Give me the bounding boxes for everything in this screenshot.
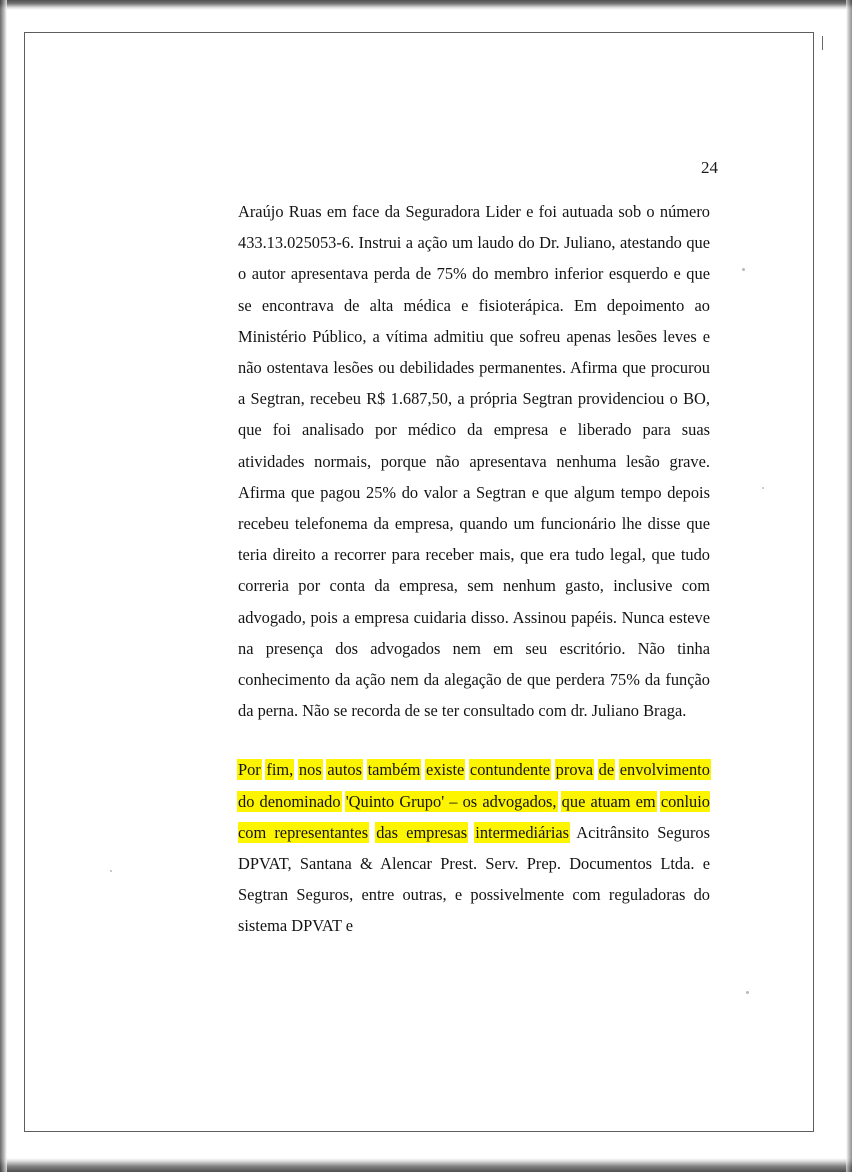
body-line: nem em seu escritório. Não tinha conhecimento da ação nem: [238, 638, 710, 690]
scan-speck: [762, 487, 764, 489]
plain-span: Acitrânsito Seguros: [576, 822, 711, 842]
body-line: e fisioterápica. Em depoimento ao Ministério Público, a: [238, 295, 710, 346]
page-number: 24: [701, 158, 718, 177]
highlight-span: existe: [426, 760, 465, 780]
highlight-span: que atuam em: [561, 791, 656, 811]
highlight-span: 'Quinto Grupo' – os advogados,: [345, 791, 557, 811]
highlight-span: prova: [555, 760, 593, 780]
body-line: teria direito a recorrer para receber mais, que era tudo legal,: [238, 545, 646, 565]
body-line: inclusive com advogado, pois a empresa cuidaria disso.: [238, 576, 710, 627]
paragraph-1: [238, 196, 710, 726]
body-line: que tudo correria por conta da empresa, sem nenhum gasto,: [238, 545, 710, 596]
highlight-span: também: [367, 760, 421, 780]
paragraph-2-highlighted: [238, 754, 710, 941]
frame-tick-mark: [822, 36, 823, 50]
highlight-span: autos: [327, 760, 362, 780]
body-line: e liberado para suas atividades normais, porque não: [238, 420, 711, 471]
body-line: Juliano, atestando que o autor apresentava perda de 75% do: [238, 233, 710, 284]
body-line: Araújo Ruas em face da Seguradora Lider e foi autuada sob o: [238, 202, 655, 221]
body-line: Assinou papéis. Nunca esteve na presença dos advogados: [238, 607, 710, 658]
body-line: membro inferior esquerdo e que se encontrava de alta médica: [238, 264, 710, 315]
body-line: vítima admitiu que sofreu apenas lesões leves e não: [238, 326, 710, 378]
highlight-span: contundente: [469, 760, 551, 780]
highlight-span: Por: [238, 760, 261, 780]
document-body-text: [238, 196, 710, 942]
highlight-span: envolvimento: [619, 760, 710, 780]
highlight-span: de: [598, 760, 615, 780]
body-line: apresentava nenhuma lesão grave. Afirma que pagou 25% do: [238, 451, 710, 502]
highlight-span: das empresas: [376, 822, 468, 842]
highlight-span: fim,: [266, 760, 294, 780]
highlight-span: conluio com representantes: [238, 791, 710, 842]
scan-edge-bottom: [0, 1158, 852, 1172]
body-line: DPVAT, Santana & Alencar Prest. Serv. Prep. Documentos Ltda. e Segtran: [238, 854, 710, 905]
highlight-span: do denominado: [238, 791, 341, 811]
document-border-gap: [825, 470, 828, 930]
scan-speck: [742, 268, 745, 271]
scan-speck: [746, 991, 749, 994]
highlight-span: intermediárias: [475, 822, 570, 842]
scan-edge-right: [846, 0, 852, 1172]
body-line: ostentava lesões ou debilidades permanentes. Afirma que: [266, 358, 646, 378]
body-line: procurou a Segtran, recebeu R$ 1.687,50, a própria Segtran: [238, 358, 710, 409]
scan-edge-top: [0, 0, 852, 10]
body-line: telefonema da empresa, quando um funcionário lhe disse que: [294, 514, 710, 534]
body-line: providenciou o BO, que foi analisado por médico da empresa: [238, 389, 710, 440]
body-line: da alegação de que perdera 75% da função da perna. Não se: [238, 670, 710, 721]
highlight-span: nos: [298, 760, 322, 780]
body-line-last: recorda de se ter consultado com dr. Juliano Braga.: [351, 701, 687, 721]
body-line: número 433.13.025053-6. Instrui a ação um laudo do Dr.: [238, 202, 710, 253]
body-line: valor a Segtran e que algum tempo depois recebeu: [238, 482, 710, 534]
body-line-last: Seguros, entre outras, e possivelmente com reguladoras do sistema DPVAT e: [238, 885, 710, 936]
scan-speck: [110, 870, 112, 872]
